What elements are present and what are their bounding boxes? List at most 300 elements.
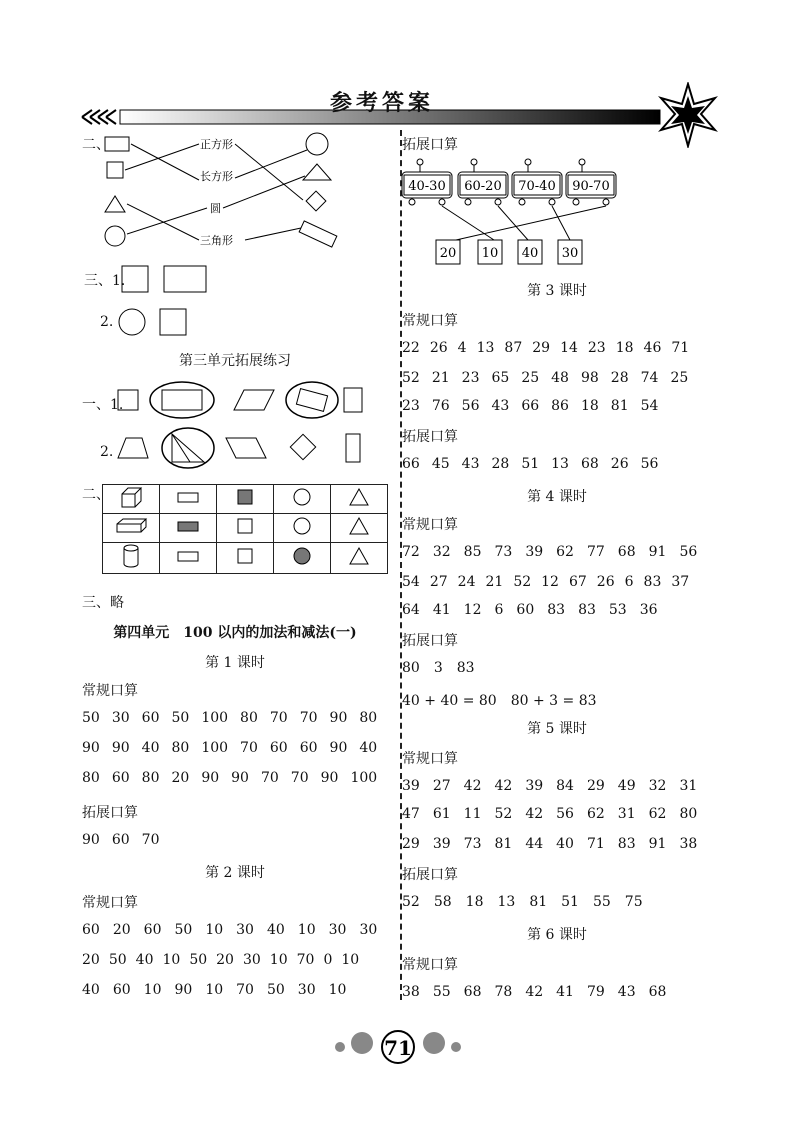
number-value: 30 — [328, 922, 347, 938]
triangle-shape — [105, 196, 125, 212]
number-value: 3 — [433, 660, 443, 676]
hatched-square-icon — [230, 487, 260, 507]
number-value: 80 — [402, 660, 420, 676]
answer-value: 20 — [439, 246, 457, 261]
number-value: 55 — [432, 984, 451, 1000]
number-value: 25 — [670, 370, 689, 386]
number-value: 4 — [457, 340, 467, 356]
number-value: 52 — [494, 806, 513, 822]
section-2-marker: 二、 — [82, 137, 110, 153]
rectangle-face-icon — [173, 546, 203, 566]
number-value: 50 — [82, 710, 100, 726]
number-value: 42 — [525, 806, 544, 822]
number-value: 56 — [556, 806, 574, 822]
number-value: 43 — [491, 398, 510, 414]
number-value: 90 — [201, 770, 220, 786]
number-value: 39 — [402, 778, 420, 794]
number-value: 12 — [463, 602, 482, 618]
number-value: 26 — [596, 574, 615, 590]
number-value: 39 — [525, 778, 544, 794]
number-value: 62 — [556, 544, 574, 560]
train-label: 90-70 — [572, 179, 610, 194]
tall-rectangle-shape — [344, 388, 362, 412]
number-value: 60 — [112, 982, 131, 998]
number-value: 100 — [201, 740, 229, 756]
number-value: 60 — [82, 922, 100, 938]
number-value: 50 — [171, 710, 190, 726]
number-value: 40 — [359, 740, 378, 756]
lesson-4-extend-label: 拓展口算 — [402, 633, 458, 649]
number-value: 60 — [141, 710, 160, 726]
solid-faces-table — [102, 484, 388, 574]
number-value: 90 — [231, 770, 249, 786]
number-value: 23 — [402, 398, 420, 414]
number-value: 28 — [610, 370, 629, 386]
number-value: 72 — [402, 544, 420, 560]
number-value: 10 — [143, 982, 162, 998]
number-value: 13 — [551, 456, 569, 472]
number-value: 18 — [580, 398, 599, 414]
lesson-5-extend-label: 拓展口算 — [402, 867, 458, 883]
number-value: 83 — [578, 602, 596, 618]
lesson-3-extend-label: 拓展口算 — [402, 429, 458, 445]
cuboid-icon — [114, 516, 148, 536]
table-row — [103, 485, 388, 514]
number-value: 50 — [108, 952, 127, 968]
match-line — [456, 206, 606, 240]
number-value: 47 — [402, 806, 420, 822]
number-value: 40 — [266, 922, 285, 938]
number-value: 30 — [359, 922, 378, 938]
number-value: 13 — [476, 340, 495, 356]
number-value: 51 — [561, 894, 579, 910]
lesson-1-extend-label: 拓展口算 — [82, 805, 138, 821]
number-value: 48 — [551, 370, 569, 386]
number-value: 10 — [328, 982, 347, 998]
number-value: 53 — [608, 602, 627, 618]
number-value: 52 — [402, 894, 420, 910]
number-value: 66 — [521, 398, 540, 414]
number-value: 60 — [143, 922, 162, 938]
match-label-circle: 圆 — [210, 202, 221, 215]
number-value: 90 — [320, 770, 339, 786]
number-value: 70 — [240, 740, 258, 756]
number-value: 40 — [135, 952, 154, 968]
number-value: 50 — [189, 952, 208, 968]
triangle-face-icon — [344, 546, 374, 566]
number-value: 51 — [521, 456, 540, 472]
number-value: 10 — [205, 922, 224, 938]
number-value: 25 — [521, 370, 540, 386]
number-value: 36 — [639, 602, 658, 618]
train-car-3 — [512, 159, 562, 205]
number-value: 0 — [323, 952, 333, 968]
number-value: 80 — [359, 710, 378, 726]
number-value: 81 — [494, 836, 513, 852]
square-shape — [160, 309, 186, 335]
number-value: 80 — [171, 740, 190, 756]
number-value: 86 — [551, 398, 569, 414]
number-value: 28 — [491, 456, 510, 472]
hatched-rectangle-icon — [173, 516, 203, 536]
triangle-face-icon — [344, 487, 374, 507]
bar-shape-right — [299, 221, 337, 247]
lesson-2-row-3 — [82, 982, 359, 998]
number-value: 43 — [461, 456, 480, 472]
number-value: 62 — [586, 806, 605, 822]
number-value: 22 — [402, 340, 420, 356]
number-value: 60 — [269, 740, 288, 756]
number-value: 42 — [494, 778, 513, 794]
number-value: 27 — [432, 778, 451, 794]
unit-3-section-3: 三、略 — [82, 595, 124, 611]
square-shape — [118, 390, 138, 410]
page-number: 71 — [384, 1036, 412, 1060]
number-value: 54 — [640, 398, 659, 414]
number-value: 31 — [679, 778, 698, 794]
answer-value: 10 — [481, 246, 499, 261]
table-row — [103, 514, 388, 543]
lesson-5-row-2 — [402, 806, 710, 822]
lesson-3-row-2 — [402, 370, 700, 386]
number-value: 26 — [429, 340, 448, 356]
number-value: 70 — [296, 952, 315, 968]
lesson-2-heading: 第 2 课时 — [205, 865, 265, 881]
lesson-5-row-3 — [402, 836, 710, 852]
number-value: 67 — [568, 574, 587, 590]
number-value: 64 — [402, 602, 420, 618]
number-value: 58 — [433, 894, 452, 910]
number-value: 31 — [617, 806, 636, 822]
answer-value: 30 — [561, 246, 579, 261]
lesson-4-extend-row — [402, 660, 489, 676]
parallelogram-shape — [226, 438, 266, 458]
number-value: 70 — [269, 710, 288, 726]
number-value: 38 — [679, 836, 698, 852]
number-value: 10 — [205, 982, 224, 998]
number-value: 50 — [266, 982, 285, 998]
number-value: 18 — [615, 340, 634, 356]
train-label: 70-40 — [518, 179, 556, 194]
match-line — [442, 206, 494, 240]
number-value: 52 — [513, 574, 532, 590]
circle-face-icon — [287, 516, 317, 536]
section-3-item-2-shapes — [116, 306, 196, 338]
number-value: 37 — [671, 574, 690, 590]
number-value: 81 — [529, 894, 548, 910]
lesson-5-extend-row — [402, 894, 657, 910]
lesson-4-regular-label: 常规口算 — [402, 517, 458, 533]
match-label-rectangle: 长方形 — [200, 170, 233, 183]
square-face-icon — [230, 546, 260, 566]
number-value: 68 — [580, 456, 599, 472]
cube-icon — [116, 485, 146, 509]
number-value: 14 — [560, 340, 578, 356]
train-extend-label: 拓展口算 — [402, 137, 458, 153]
number-value: 75 — [624, 894, 643, 910]
number-value: 79 — [586, 984, 605, 1000]
number-value: 20 — [112, 922, 131, 938]
number-value: 68 — [463, 984, 482, 1000]
lesson-5-row-1 — [402, 778, 710, 794]
number-value: 10 — [162, 952, 181, 968]
number-value: 10 — [341, 952, 360, 968]
number-value: 43 — [617, 984, 636, 1000]
number-value: 40 — [556, 836, 574, 852]
lesson-1-row-1 — [82, 710, 389, 726]
number-value: 60 — [111, 770, 130, 786]
number-value: 32 — [432, 544, 451, 560]
number-value: 83 — [643, 574, 662, 590]
match-line — [125, 144, 199, 170]
number-value: 83 — [547, 602, 566, 618]
lesson-2-row-2 — [82, 952, 368, 968]
match-label-square: 正方形 — [200, 138, 233, 151]
number-value: 73 — [463, 836, 482, 852]
number-value: 60 — [111, 832, 130, 848]
unit-4-title: 第四单元 100 以内的加法和减法(一) — [113, 625, 357, 641]
number-value: 56 — [640, 456, 659, 472]
trapezoid-shape — [118, 438, 148, 458]
number-value: 60 — [516, 602, 535, 618]
number-value: 71 — [586, 836, 605, 852]
unit-3-row-1-shapes — [116, 380, 366, 422]
number-value: 70 — [236, 982, 254, 998]
unit-3-row-2-shapes — [116, 426, 366, 472]
triangle-face-icon — [344, 516, 374, 536]
answer-value: 40 — [521, 246, 539, 261]
number-value: 30 — [297, 982, 316, 998]
number-value: 27 — [429, 574, 448, 590]
number-value: 44 — [525, 836, 544, 852]
lesson-3-regular-label: 常规口算 — [402, 313, 458, 329]
number-value: 12 — [541, 574, 559, 590]
number-value: 70 — [141, 832, 160, 848]
number-value: 73 — [494, 544, 513, 560]
lesson-4-heading: 第 4 课时 — [527, 489, 587, 505]
number-value: 20 — [216, 952, 234, 968]
lesson-1-row-2 — [82, 740, 389, 756]
number-value: 20 — [171, 770, 190, 786]
lesson-2-regular-label: 常规口算 — [82, 895, 138, 911]
number-value: 81 — [610, 398, 629, 414]
decor-dot-icon — [423, 1032, 445, 1054]
number-value: 42 — [463, 778, 482, 794]
number-value: 70 — [290, 770, 309, 786]
number-value: 6 — [624, 574, 634, 590]
train-label: 60-20 — [464, 179, 502, 194]
match-line — [235, 144, 303, 200]
number-value: 90 — [82, 740, 100, 756]
number-value: 56 — [679, 544, 698, 560]
decor-dot-icon — [351, 1032, 373, 1054]
lesson-3-heading: 第 3 课时 — [527, 283, 587, 299]
number-value: 10 — [297, 922, 316, 938]
number-value: 21 — [485, 574, 504, 590]
number-value: 49 — [617, 778, 636, 794]
lesson-5-heading: 第 5 课时 — [527, 721, 587, 737]
number-value: 42 — [525, 984, 544, 1000]
number-value: 87 — [504, 340, 523, 356]
number-value: 56 — [461, 398, 480, 414]
number-value: 30 — [111, 710, 130, 726]
number-value: 39 — [432, 836, 451, 852]
number-value: 90 — [82, 832, 100, 848]
lesson-1-heading: 第 1 课时 — [205, 655, 265, 671]
unit-3-section-1-marker: 一、1. — [82, 397, 124, 413]
number-value: 21 — [431, 370, 450, 386]
number-value: 78 — [494, 984, 513, 1000]
number-value: 40 — [82, 982, 100, 998]
unit-3-section-2-marker: 二、 — [82, 487, 110, 503]
table-row — [103, 543, 388, 574]
number-value: 6 — [494, 602, 504, 618]
circled-rotated-rectangle-shape — [286, 382, 338, 418]
tall-rectangle-shape — [346, 434, 360, 462]
number-value: 13 — [497, 894, 516, 910]
number-value: 90 — [329, 740, 348, 756]
circle-shape-right — [306, 133, 328, 155]
lesson-4-row-1 — [402, 544, 710, 560]
lesson-4-row-3 — [402, 602, 671, 618]
number-value: 20 — [82, 952, 100, 968]
diamond-shape — [290, 434, 315, 459]
number-value: 10 — [269, 952, 288, 968]
lesson-1-row-3 — [82, 770, 389, 786]
number-value: 84 — [556, 778, 574, 794]
number-value: 32 — [648, 778, 667, 794]
train-matching-diagram — [400, 152, 630, 272]
number-value: 68 — [648, 984, 667, 1000]
number-value: 41 — [432, 602, 451, 618]
star-emblem-icon — [655, 82, 721, 148]
number-value: 55 — [592, 894, 611, 910]
number-value: 23 — [587, 340, 606, 356]
hatched-circle-icon — [287, 546, 317, 566]
section-3-item-1-shapes — [120, 262, 220, 294]
train-car-4 — [566, 159, 616, 205]
lesson-5-regular-label: 常规口算 — [402, 751, 458, 767]
match-line — [131, 144, 199, 180]
match-line — [552, 206, 570, 240]
number-value: 61 — [432, 806, 451, 822]
decor-dot-icon — [451, 1042, 461, 1052]
number-value: 70 — [299, 710, 318, 726]
number-value: 100 — [201, 710, 229, 726]
lesson-3-row-3 — [402, 398, 670, 414]
number-value: 11 — [463, 806, 482, 822]
match-line — [245, 228, 301, 240]
train-label: 40-30 — [408, 179, 446, 194]
page-number-badge — [330, 1025, 470, 1069]
square-shape — [122, 266, 148, 292]
page-title: 参考答案 — [330, 91, 435, 116]
number-value: 62 — [648, 806, 667, 822]
decor-dot-icon — [335, 1042, 345, 1052]
number-value: 26 — [610, 456, 629, 472]
unit-3-title: 第三单元拓展练习 — [179, 353, 291, 369]
number-value: 80 — [240, 710, 258, 726]
number-value: 65 — [491, 370, 510, 386]
number-value: 90 — [111, 740, 130, 756]
number-value: 30 — [236, 922, 254, 938]
lesson-2-row-1 — [82, 922, 390, 938]
number-value: 46 — [643, 340, 662, 356]
number-value: 38 — [402, 984, 420, 1000]
number-value: 29 — [586, 778, 605, 794]
number-value: 29 — [532, 340, 551, 356]
rectangle-shape — [105, 137, 129, 151]
number-value: 83 — [617, 836, 636, 852]
number-value: 80 — [82, 770, 100, 786]
number-value: 80 — [679, 806, 698, 822]
circle-shape — [105, 226, 125, 246]
square-shape — [107, 162, 123, 178]
number-value: 74 — [640, 370, 659, 386]
number-value: 29 — [402, 836, 420, 852]
diamond-shape-right — [306, 191, 326, 211]
number-value: 23 — [461, 370, 480, 386]
number-value: 91 — [648, 836, 667, 852]
number-value: 24 — [457, 574, 476, 590]
square-face-icon — [230, 516, 260, 536]
lesson-3-extend-row — [402, 456, 670, 472]
number-value: 100 — [350, 770, 378, 786]
parallelogram-shape — [234, 390, 274, 410]
number-value: 39 — [525, 544, 544, 560]
number-value: 30 — [242, 952, 261, 968]
number-value: 98 — [580, 370, 599, 386]
match-label-triangle: 三角形 — [200, 234, 233, 247]
match-line — [498, 206, 528, 240]
number-value: 90 — [329, 710, 348, 726]
number-value: 60 — [299, 740, 318, 756]
triangle-shape-right — [303, 164, 331, 180]
number-value: 41 — [556, 984, 574, 1000]
number-value: 77 — [586, 544, 605, 560]
number-value: 45 — [431, 456, 450, 472]
match-line — [127, 208, 207, 234]
number-value: 50 — [174, 922, 193, 938]
circle-shape — [119, 309, 145, 335]
lesson-6-regular-label: 常规口算 — [402, 957, 458, 973]
number-value: 54 — [402, 574, 420, 590]
train-car-2 — [458, 159, 508, 205]
number-value: 66 — [402, 456, 420, 472]
circled-rectangle-shape — [150, 382, 214, 418]
lesson-6-heading: 第 6 课时 — [527, 927, 587, 943]
lesson-3-row-1 — [402, 340, 699, 356]
lesson-1-regular-label: 常规口算 — [82, 683, 138, 699]
circle-face-icon — [287, 487, 317, 507]
section-3-marker: 三、1. — [84, 273, 126, 289]
lesson-4-equation: 40 + 40 = 80 80 + 3 = 83 — [402, 693, 597, 709]
lesson-1-extend-row — [82, 832, 171, 848]
number-value: 83 — [456, 660, 475, 676]
number-value: 80 — [141, 770, 160, 786]
lesson-4-row-2 — [402, 574, 699, 590]
number-value: 85 — [463, 544, 482, 560]
number-value: 52 — [402, 370, 420, 386]
train-car-1 — [402, 159, 452, 205]
unit-3-section-1-item-2-marker: 2. — [100, 444, 114, 460]
number-value: 71 — [671, 340, 690, 356]
number-value: 76 — [431, 398, 450, 414]
matching-diagram — [95, 128, 355, 258]
cylinder-icon — [116, 543, 146, 569]
number-value: 68 — [617, 544, 636, 560]
rectangle-shape — [164, 266, 206, 292]
